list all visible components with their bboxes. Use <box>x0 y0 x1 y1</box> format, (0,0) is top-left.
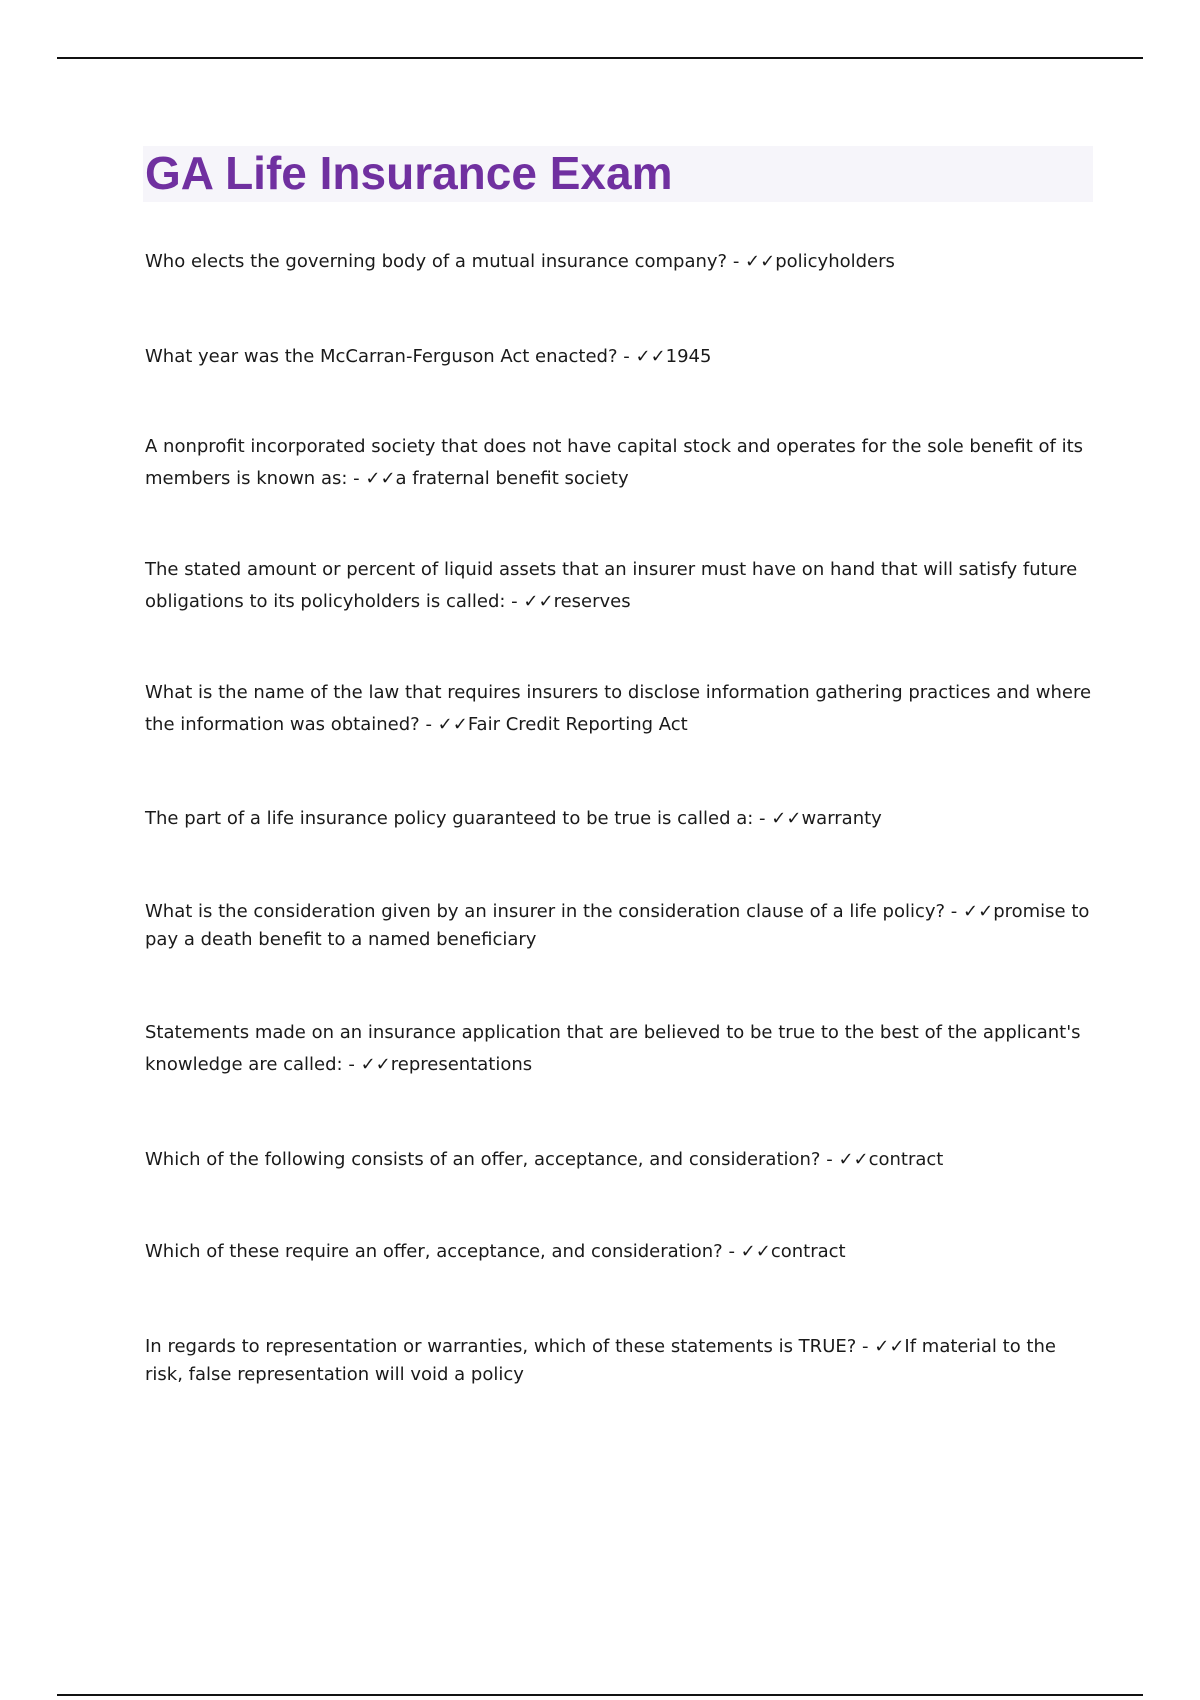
separator: - <box>753 808 772 829</box>
qa-item <box>145 1236 1095 1268</box>
double-check-icon: ✓✓ <box>740 1241 771 1262</box>
double-check-icon: ✓✓ <box>635 346 666 367</box>
separator: - <box>856 1336 875 1357</box>
answer-text: contract <box>770 1241 846 1262</box>
qa-item <box>145 341 1095 373</box>
separator: - <box>722 1241 741 1262</box>
answer-text: 1945 <box>665 346 712 367</box>
answer-text: Fair Credit Reporting Act <box>467 714 688 735</box>
question-text: The stated amount or percent of liquid assets that an insurer must have on hand that will satisfy future obligations to its policyholders is called: <box>145 559 1078 612</box>
qa-item <box>145 246 1095 278</box>
question-text: What is the consideration given by an insurer in the consideration clause of a life policy? <box>145 901 946 922</box>
question-text: What is the name of the law that requires insurers to disclose information gathering practices and where the information was obtained? <box>145 682 1092 735</box>
answer-text: warranty <box>801 808 882 829</box>
double-check-icon: ✓✓ <box>365 468 396 489</box>
bottom-rule <box>57 1694 1143 1696</box>
double-check-icon: ✓✓ <box>437 714 468 735</box>
qa-item <box>145 554 1095 618</box>
separator: - <box>945 901 964 922</box>
double-check-icon: ✓✓ <box>838 1149 869 1170</box>
answer-text: reserves <box>553 591 631 612</box>
separator: - <box>419 714 438 735</box>
question-text: Which of the following consists of an offer, acceptance, and consideration? <box>145 1149 821 1170</box>
question-text: In regards to representation or warranties, which of these statements is TRUE? <box>145 1336 857 1357</box>
answer-text: If material to the risk, false representation will void a policy <box>145 1336 1056 1385</box>
double-check-icon: ✓✓ <box>523 591 554 612</box>
double-check-icon: ✓✓ <box>771 808 802 829</box>
separator: - <box>347 468 366 489</box>
double-check-icon: ✓✓ <box>874 1336 905 1357</box>
answer-text: contract <box>868 1149 944 1170</box>
double-check-icon: ✓✓ <box>360 1054 391 1075</box>
document-title: GA Life Insurance Exam <box>145 147 673 199</box>
question-text: Who elects the governing body of a mutual insurance company? <box>145 251 728 272</box>
qa-item <box>145 677 1095 741</box>
question-text: A nonprofit incorporated society that does not have capital stock and operates for the sole benefit of its members is known as: <box>145 436 1084 489</box>
question-text: Which of these require an offer, acceptance, and consideration? <box>145 1241 723 1262</box>
qa-item <box>145 1333 1095 1389</box>
question-text: The part of a life insurance policy guaranteed to be true is called a: <box>145 808 754 829</box>
qa-item <box>145 803 1095 835</box>
double-check-icon: ✓✓ <box>745 251 776 272</box>
qa-item <box>145 1144 1095 1176</box>
separator: - <box>820 1149 839 1170</box>
separator: - <box>727 251 746 272</box>
separator: - <box>505 591 524 612</box>
question-text: Statements made on an insurance application that are believed to be true to the best of the applicant's knowledge are called: <box>145 1022 1081 1075</box>
qa-item <box>145 898 1095 954</box>
top-rule <box>57 57 1143 59</box>
answer-text: representations <box>390 1054 533 1075</box>
separator: - <box>617 346 636 367</box>
question-text: What year was the McCarran-Ferguson Act enacted? <box>145 346 618 367</box>
separator: - <box>342 1054 361 1075</box>
double-check-icon: ✓✓ <box>963 901 994 922</box>
qa-item <box>145 431 1095 495</box>
answer-text: policyholders <box>775 251 895 272</box>
qa-item <box>145 1017 1095 1081</box>
answer-text: a fraternal benefit society <box>395 468 629 489</box>
answer-text: promise to pay a death benefit to a named beneficiary <box>145 901 1090 950</box>
